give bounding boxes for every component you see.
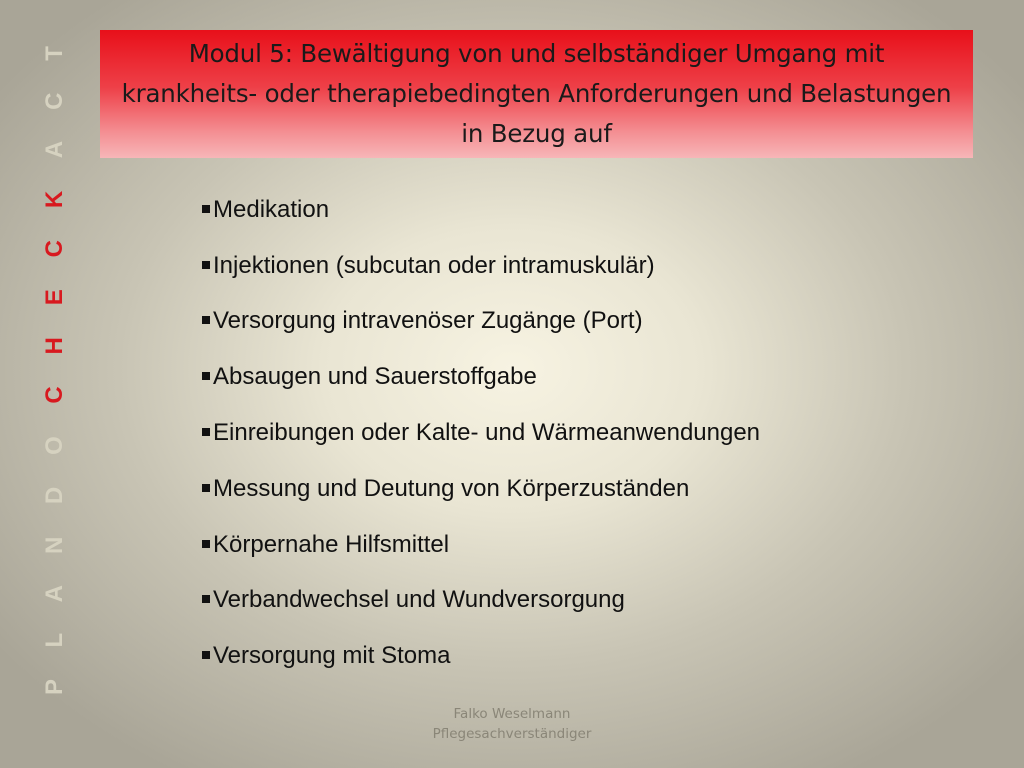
square-bullet-icon (202, 651, 210, 659)
list-item (198, 238, 760, 294)
square-bullet-icon (202, 205, 210, 213)
list-item (198, 405, 760, 461)
title-banner (100, 30, 973, 158)
list-item-label: Injektionen (subcutan oder intramuskulär) (213, 251, 655, 279)
pdca-plan: P L A N (41, 524, 68, 695)
square-bullet-icon (202, 428, 210, 436)
slide-title: Modul 5: Bewältigung von und selbständiger Umgang mit krankheits- oder therapiebedingten Anforderungen und Belastungen in Bezug auf (121, 39, 952, 148)
square-bullet-icon (202, 540, 210, 548)
square-bullet-icon (202, 316, 210, 324)
list-item-label: Versorgung mit Stoma (213, 642, 451, 670)
square-bullet-icon (202, 484, 210, 492)
list-item (198, 182, 760, 238)
list-item (198, 628, 760, 684)
list-item (198, 294, 760, 350)
list-item (198, 573, 760, 629)
topic-list (198, 182, 760, 684)
list-item-label: Verbandwechsel und Wundversorgung (213, 586, 625, 614)
list-item-label: Einreibungen oder Kalte- und Wärmeanwendungen (213, 419, 761, 447)
list-item-label: Versorgung intravenöser Zugänge (Port) (213, 307, 643, 335)
footer-author-role: Pflegesachverständiger (432, 726, 592, 742)
square-bullet-icon (202, 372, 210, 380)
pdca-check: C H E C K (41, 178, 68, 404)
pdca-do: D O (41, 423, 68, 505)
pdca-act: A C T (41, 33, 68, 159)
list-item-label: Messung und Deutung von Körperzuständen (213, 474, 690, 502)
square-bullet-icon (202, 261, 210, 269)
footer (412, 704, 612, 744)
list-item (198, 517, 760, 573)
list-item-label: Medikation (213, 195, 330, 223)
pdca-cycle-label (40, 33, 70, 695)
footer-author-name: Falko Weselmann (453, 706, 571, 722)
list-item (198, 349, 760, 405)
list-item (198, 461, 760, 517)
list-item-label: Körpernahe Hilfsmittel (213, 530, 450, 558)
square-bullet-icon (202, 595, 210, 603)
list-item-label: Absaugen und Sauerstoffgabe (213, 363, 537, 391)
